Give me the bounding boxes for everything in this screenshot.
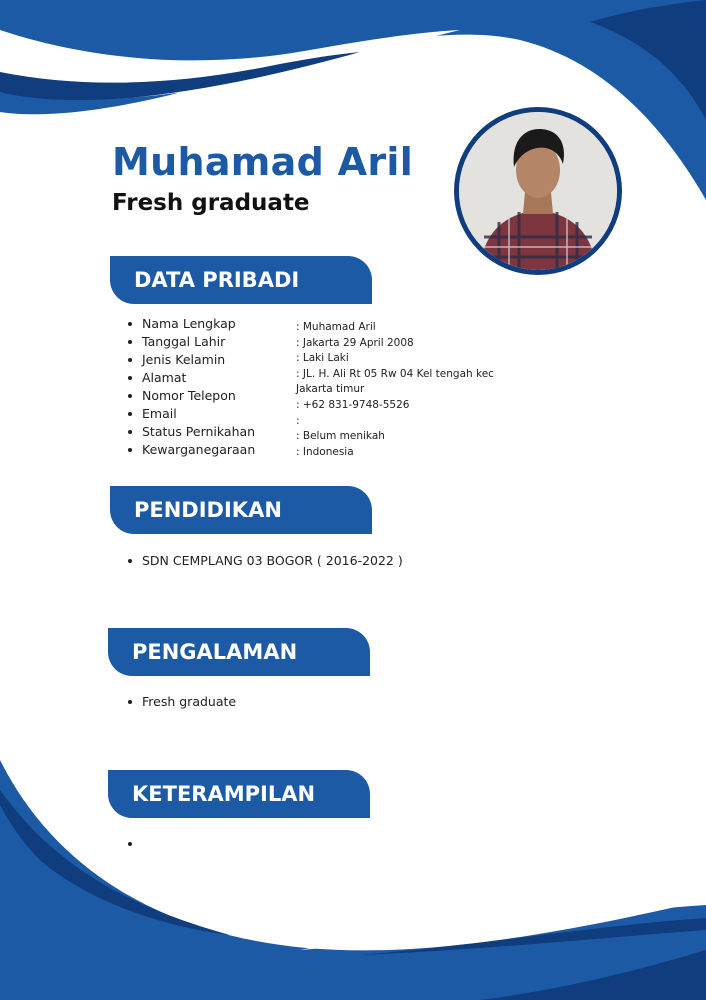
section-heading-skills: KETERAMPILAN bbox=[108, 770, 370, 818]
education-list bbox=[128, 552, 403, 570]
experience-list bbox=[128, 693, 236, 711]
value-text: : JL. H. Ali Rt 05 Rw 04 Kel tengah kec bbox=[296, 367, 494, 380]
value-text: : Muhamad Aril bbox=[296, 321, 376, 333]
value-text: : Belum menikah bbox=[296, 430, 385, 443]
person-icon bbox=[459, 112, 617, 270]
list-item: Email bbox=[128, 405, 255, 423]
list-item: Kewarganegaraan bbox=[128, 441, 255, 459]
value-text: : +62 831-9748-5526 bbox=[296, 398, 410, 411]
list-item: Fresh graduate bbox=[128, 693, 236, 711]
list-item: Jenis Kelamin bbox=[128, 351, 255, 369]
section-heading-personal: DATA PRIBADI bbox=[110, 256, 372, 304]
personal-values-list bbox=[296, 320, 494, 460]
personal-labels-list bbox=[128, 315, 255, 459]
list-item: Tanggal Lahir bbox=[128, 333, 255, 351]
profile-photo-frame bbox=[454, 107, 622, 275]
list-item: Alamat bbox=[128, 369, 255, 387]
value-text: Jakarta timur bbox=[296, 383, 365, 396]
value-text: : Jakarta 29 April 2008 bbox=[296, 336, 414, 349]
person-name: Muhamad Aril bbox=[112, 140, 414, 184]
section-heading-education: PENDIDIKAN bbox=[110, 486, 372, 534]
section-heading-experience: PENGALAMAN bbox=[108, 628, 370, 676]
list-item: Status Pernikahan bbox=[128, 423, 255, 441]
list-item: Nomor Telepon bbox=[128, 387, 255, 405]
value-text: : bbox=[296, 414, 300, 427]
list-item: SDN CEMPLANG 03 BOGOR ( 2016-2022 ) bbox=[128, 552, 403, 570]
profile-photo bbox=[459, 112, 617, 270]
value-text: : Laki Laki bbox=[296, 352, 349, 365]
value-text: : Indonesia bbox=[296, 445, 354, 458]
job-title: Fresh graduate bbox=[112, 190, 310, 216]
list-item: Nama Lengkap bbox=[128, 315, 255, 333]
